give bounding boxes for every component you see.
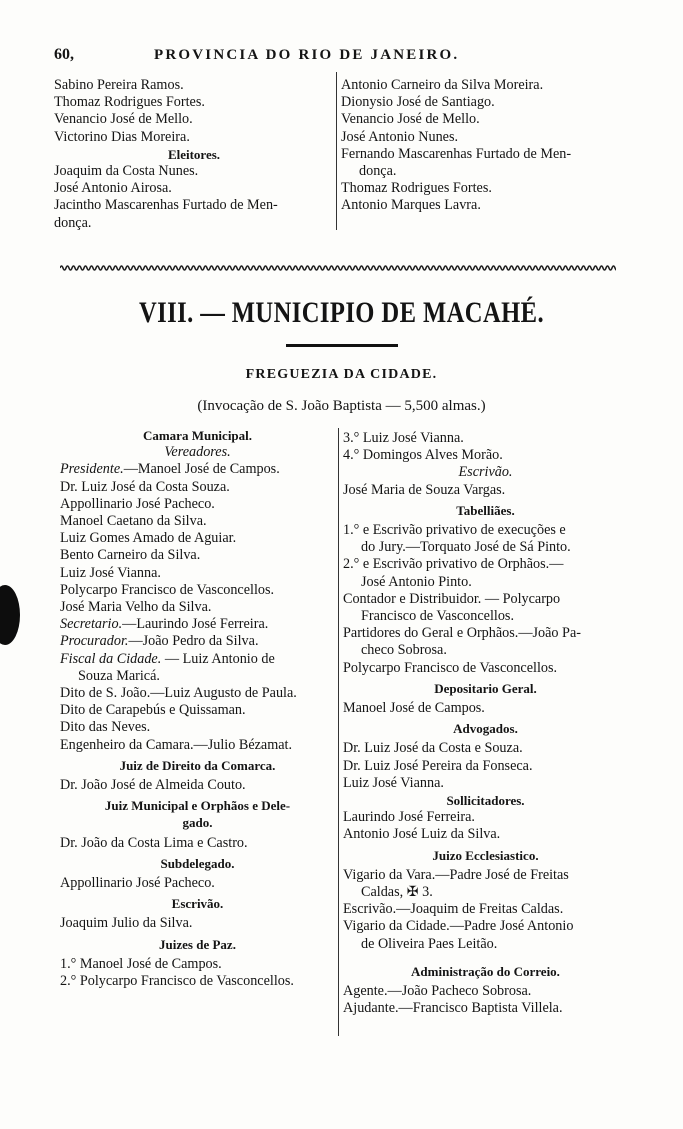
- list-item: Manoel José de Campos.: [343, 700, 485, 717]
- juizo-heading: Juizo Ecclesiastico.: [432, 847, 539, 863]
- list-item: Manoel Caetano da Silva.: [60, 513, 207, 530]
- sollicitadores-heading: Sollicitadores.: [446, 793, 525, 809]
- chapter-title: VIII. — MUNICIPIO DE MACAHÉ.: [138, 296, 545, 329]
- list-item: Francisco de Vasconcellos.: [361, 608, 514, 625]
- procurador-line: [60, 633, 335, 650]
- invocation-line: (Invocação de S. João Baptista — 5,500 almas.): [197, 398, 486, 414]
- main-right-column: [343, 430, 628, 1018]
- fiscal-name: — Luiz Antonio de: [161, 650, 275, 667]
- advogados-heading: Advogados.: [453, 721, 518, 737]
- list-item: Joaquim da Costa Nunes.: [54, 163, 199, 180]
- presidente-label: Presidente.: [60, 461, 124, 478]
- list-item: checo Sobrosa.: [361, 642, 447, 659]
- list-item: 2.° e Escrivão privativo de Orphãos.—: [343, 556, 564, 573]
- juiz-direito-heading: Juiz de Direito da Comarca.: [119, 757, 276, 773]
- list-item: Appollinario José Pacheco.: [60, 875, 215, 892]
- fiscal-name-cont: Souza Maricá.: [78, 667, 160, 684]
- page-number: 60,: [54, 46, 74, 63]
- list-item: Dito de Carapebús e Quissaman.: [60, 702, 246, 719]
- list-item: de Oliveira Paes Leitão.: [361, 935, 498, 952]
- ornamental-wavy-rule: [60, 264, 616, 272]
- list-item: Partidores do Geral e Orphãos.—João Pa-: [343, 625, 581, 642]
- presidente-name: —Manoel José de Campos.: [123, 461, 280, 478]
- eleitores-heading: Eleitores.: [167, 146, 221, 162]
- presidente-line: [60, 461, 335, 478]
- secretario-label: Secretario.: [60, 616, 123, 633]
- list-item: Agente.—João Pacheco Sobrosa.: [343, 983, 532, 1000]
- list-item: Luiz Gomes Amado de Aguiar.: [60, 530, 237, 547]
- list-item: Contador e Distribuidor. — Polycarpo: [343, 590, 561, 607]
- escrivao-heading: Escrivão.: [171, 896, 224, 912]
- page-header: [54, 46, 624, 68]
- column-divider: [338, 428, 339, 1036]
- list-item: Thomaz Rodrigues Fortes.: [341, 180, 492, 197]
- list-item: Bento Carneiro da Silva.: [60, 547, 201, 564]
- list-item: Venancio José de Mello.: [54, 111, 193, 128]
- list-item: 4.° Domingos Alves Morão.: [343, 447, 503, 464]
- running-title: PROVINCIA DO RIO DE JANEIRO.: [154, 47, 460, 63]
- correio-heading: Administração do Correio.: [411, 963, 560, 979]
- list-item: Luiz José Vianna.: [343, 774, 444, 791]
- list-item: Appollinario José Pacheco.: [60, 495, 215, 512]
- list-item: Dr. Luiz José da Costa Souza.: [60, 478, 230, 495]
- title-rule: [286, 344, 398, 347]
- camara-heading: Camara Municipal.: [142, 428, 253, 443]
- list-item: José Maria de Souza Vargas.: [343, 481, 506, 498]
- top-left-column: [54, 77, 334, 232]
- list-item: do Jury.—Torquato José de Sá Pinto.: [361, 539, 571, 556]
- list-item: Caldas, ✠ 3.: [361, 884, 433, 901]
- list-item: Polycarpo Francisco de Vasconcellos.: [60, 581, 275, 598]
- list-item: Luiz José Vianna.: [60, 564, 161, 581]
- list-item: donça.: [359, 163, 397, 180]
- list-item: Ajudante.—Francisco Baptista Villela.: [343, 1000, 563, 1017]
- list-item: José Antonio Pinto.: [361, 573, 472, 590]
- list-item: Polycarpo Francisco de Vasconcellos.: [343, 659, 558, 676]
- fiscal-label: Fiscal da Cidade.: [60, 650, 162, 667]
- list-item: Vigario da Vara.—Padre José de Freitas: [343, 866, 569, 883]
- list-item: Antonio Marques Lavra.: [341, 197, 481, 214]
- list-item: Dito de S. João.—Luiz Augusto de Paula.: [60, 685, 297, 702]
- list-item: José Antonio Airosa.: [54, 180, 172, 197]
- top-right-column: [341, 77, 631, 215]
- parish-heading: FREGUEZIA DA CIDADE.: [245, 367, 438, 382]
- depositario-heading: Depositario Geral.: [434, 680, 537, 696]
- list-item: Antonio José Luiz da Silva.: [343, 826, 501, 843]
- list-item: José Antonio Nunes.: [341, 128, 459, 145]
- list-item: Engenheiro da Camara.—Julio Bézamat.: [60, 736, 293, 753]
- list-item: Victorino Dias Moreira.: [54, 128, 190, 145]
- list-item: Joaquim Julio da Silva.: [60, 915, 193, 932]
- main-left-column: [60, 427, 335, 990]
- list-item: Dr. Luiz José Pereira da Fonseca.: [343, 757, 533, 774]
- list-item: 3.° Luiz José Vianna.: [343, 430, 464, 446]
- list-item: Venancio José de Mello.: [341, 111, 480, 128]
- list-item: Dr. Luiz José da Costa e Souza.: [343, 740, 523, 757]
- list-item: Escrivão.—Joaquim de Freitas Caldas.: [343, 901, 564, 918]
- list-item: Laurindo José Ferreira.: [343, 809, 475, 826]
- column-divider: [336, 72, 337, 230]
- juiz-municipal-heading-cont: gado.: [182, 815, 213, 831]
- list-item: Dionysio José de Santiago.: [341, 94, 495, 111]
- vereadores-heading: Vereadores.: [164, 444, 231, 461]
- list-item: Dr. João José de Almeida Couto.: [60, 777, 246, 794]
- list-item: Dito das Neves.: [60, 719, 151, 736]
- list-item: 1.° Manoel José de Campos.: [60, 955, 222, 972]
- subdelegado-heading: Subdelegado.: [160, 855, 235, 871]
- list-item: Sabino Pereira Ramos.: [54, 77, 184, 93]
- list-item: Fernando Mascarenhas Furtado de Men-: [341, 145, 572, 162]
- procurador-label: Procurador.: [60, 633, 129, 650]
- secretario-name: —Laurindo José Ferreira.: [122, 616, 269, 633]
- list-item: 1.° e Escrivão privativo de execuções e: [343, 522, 566, 539]
- list-item: 2.° Polycarpo Francisco de Vasconcellos.: [60, 973, 294, 990]
- juiz-municipal-heading: Juiz Municipal e Orphãos e Dele-: [104, 798, 291, 814]
- list-item: Antonio Carneiro da Silva Moreira.: [341, 77, 544, 93]
- fiscal-line: [60, 651, 335, 668]
- list-item: Dr. João da Costa Lima e Castro.: [60, 834, 248, 851]
- juizes-paz-heading: Juizes de Paz.: [159, 936, 236, 952]
- secretario-line: [60, 616, 335, 633]
- tabelliaes-heading: Tabelliães.: [456, 502, 515, 518]
- list-item: Thomaz Rodrigues Fortes.: [54, 94, 205, 111]
- list-item: Jacintho Mascarenhas Furtado de Men-: [54, 197, 278, 214]
- list-item: José Maria Velho da Silva.: [60, 599, 212, 616]
- procurador-name: —João Pedro da Silva.: [128, 633, 259, 650]
- ink-blot: [0, 585, 20, 645]
- escrivao-heading: Escrivão.: [458, 464, 513, 481]
- list-item: donça.: [54, 214, 92, 231]
- list-item: Vigario da Cidade.—Padre José Antonio: [343, 918, 574, 935]
